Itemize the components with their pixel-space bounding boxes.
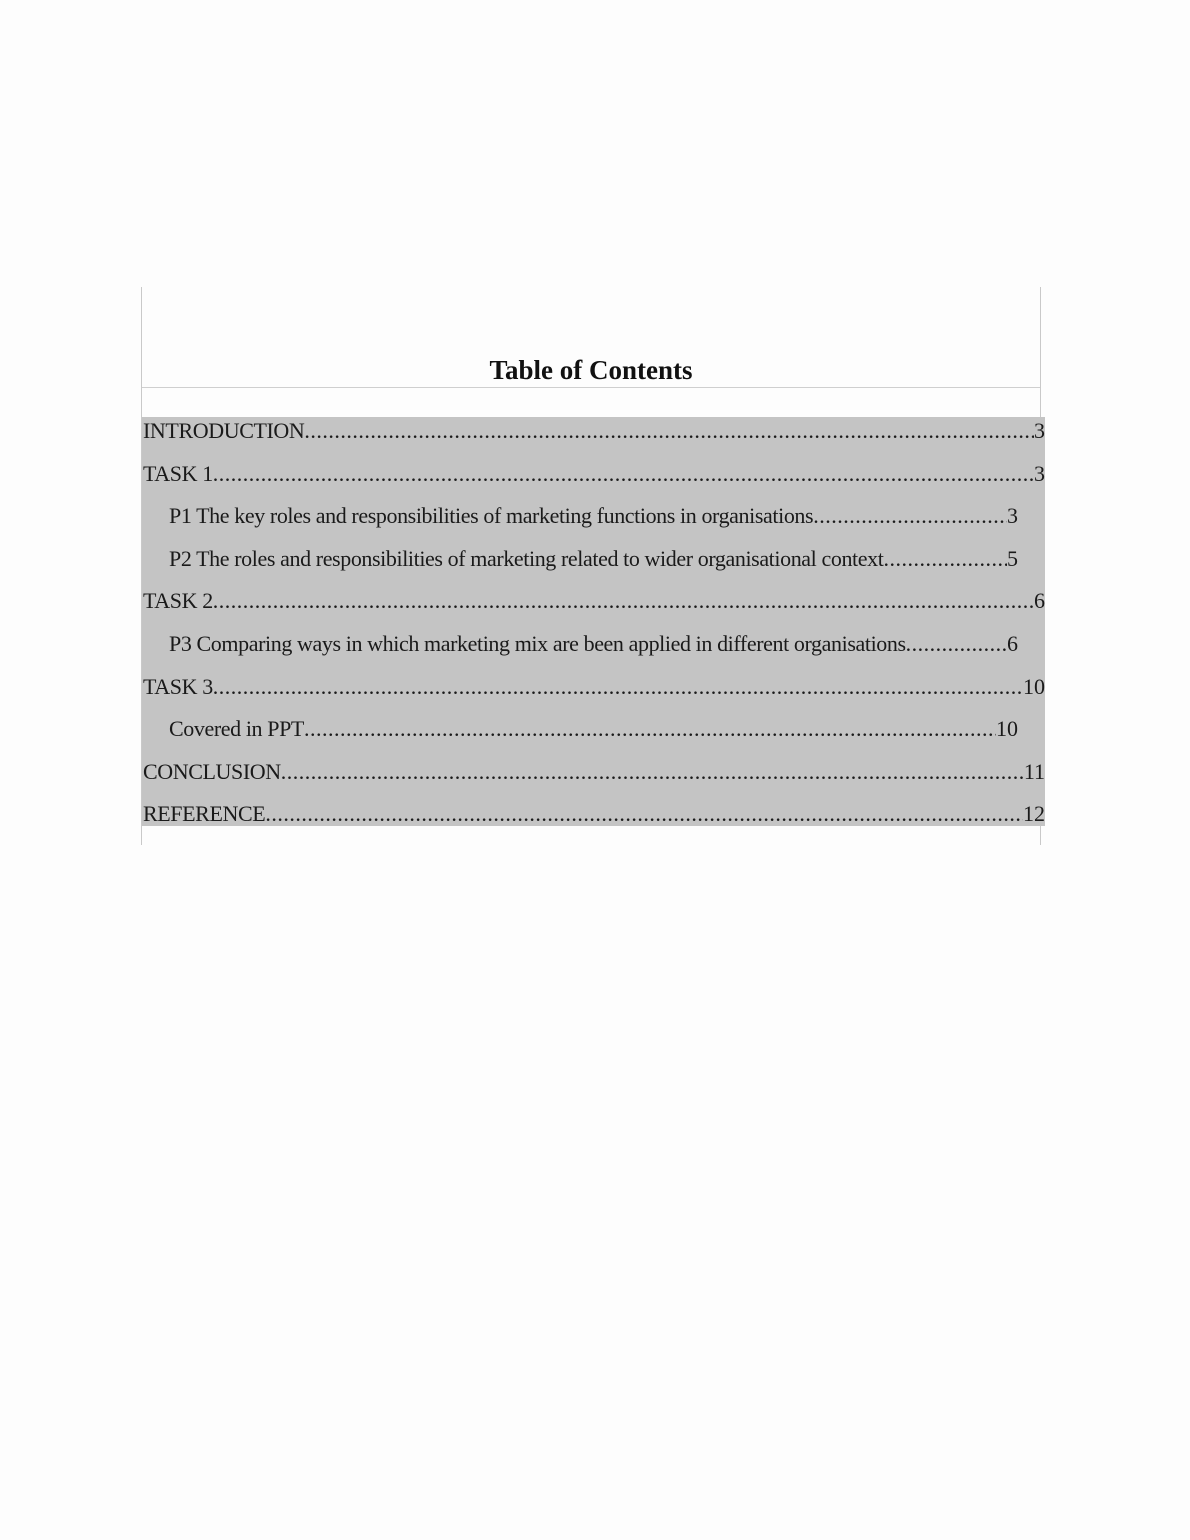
toc-entry-label: CONCLUSION [143, 758, 281, 784]
dot-leader [304, 418, 1034, 444]
dot-leader [906, 631, 1007, 657]
toc-entry-page: 3 [1007, 503, 1018, 529]
toc-entry-task-1[interactable] [142, 460, 1045, 503]
toc-entry-label: TASK 3 [143, 673, 213, 699]
dot-leader [213, 461, 1034, 487]
toc-entry-task-3[interactable] [142, 673, 1045, 716]
toc-entry-page: 3 [1034, 460, 1045, 486]
dot-leader [213, 588, 1034, 614]
toc-entry-label: P3 Comparing ways in which marketing mix are been applied in different organisations [169, 630, 906, 656]
toc-entry-label: Covered in PPT [169, 716, 304, 742]
toc-entry-page: 5 [1007, 545, 1018, 571]
title-divider [142, 387, 1040, 388]
toc-entry-page: 6 [1034, 588, 1045, 614]
toc-entries [142, 417, 1045, 826]
dot-leader [281, 759, 1024, 785]
dot-leader [213, 674, 1023, 700]
toc-entry-label: TASK 1 [143, 460, 213, 486]
toc-title: Table of Contents [489, 355, 693, 385]
toc-entry-page: 12 [1023, 801, 1045, 827]
toc-entry-label: TASK 2 [143, 588, 213, 614]
toc-entry-label: P1 The key roles and responsibilities of marketing functions in organisations [169, 503, 814, 529]
toc-entry-conclusion[interactable] [142, 758, 1045, 801]
toc-entry-page: 10 [996, 716, 1018, 742]
dot-leader [883, 546, 1007, 572]
toc-entry-p1[interactable] [142, 502, 1045, 545]
toc-entry-page: 6 [1007, 630, 1018, 656]
toc-entry-p2[interactable] [142, 545, 1045, 588]
dot-leader [813, 503, 1007, 529]
toc-entry-reference[interactable] [142, 800, 1045, 843]
table-of-contents [141, 287, 1045, 845]
toc-entry-page: 10 [1023, 673, 1045, 699]
toc-entry-label: P2 The roles and responsibilities of marketing related to wider organisational context [169, 545, 884, 571]
toc-entry-page: 11 [1023, 758, 1045, 784]
toc-entry-p3[interactable] [142, 630, 1045, 673]
toc-entry-page: 3 [1034, 418, 1045, 443]
toc-entry-label: REFERENCE [143, 801, 266, 827]
toc-entry-covered-in-ppt[interactable] [142, 715, 1045, 758]
dot-leader [304, 716, 996, 742]
toc-entry-label: INTRODUCTION [143, 418, 305, 443]
dot-leader [265, 801, 1023, 827]
toc-entry-task-2[interactable] [142, 587, 1045, 630]
toc-entry-introduction[interactable] [142, 417, 1045, 460]
